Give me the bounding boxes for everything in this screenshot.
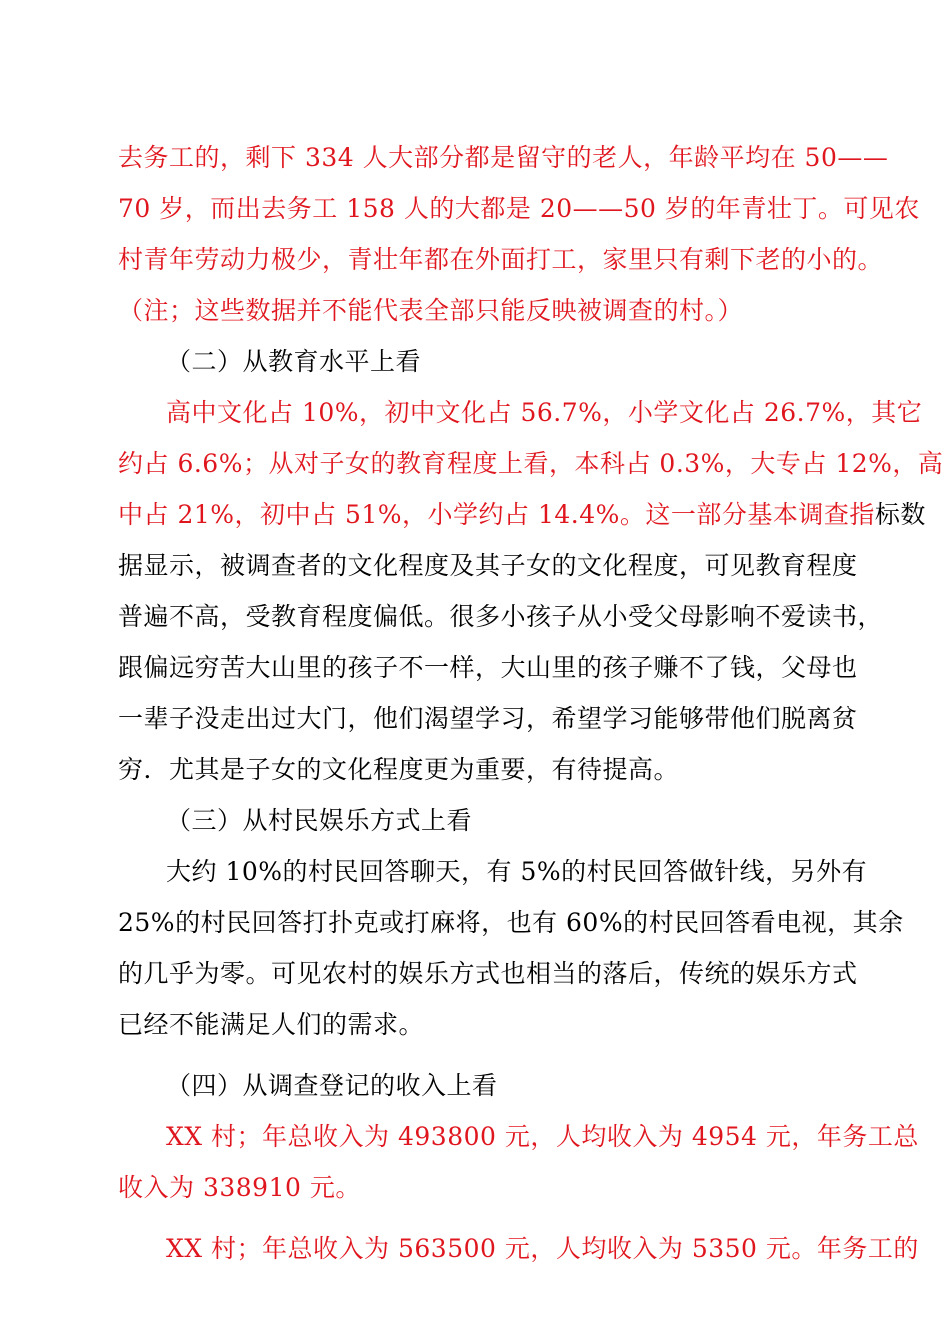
text-segment-red: 中占 21%，初中占 51%，小学约占 14.4%。这一部分基本调查指 xyxy=(118,500,875,529)
section-heading-income: （四）从调查登记的收入上看 xyxy=(166,1071,498,1100)
section-heading-entertainment: （三）从村民娱乐方式上看 xyxy=(166,806,473,835)
text-line: 村青年劳动力极少，青壮年都在外面打工，家里只有剩下老的小的。 xyxy=(118,245,884,274)
text-line: 穷．尤其是子女的文化程度更为重要，有待提高。 xyxy=(118,755,680,784)
paragraph-income-2 xyxy=(118,1223,919,1274)
text-line: XX 村；年总收入为 493800 元，人均收入为 4954 元，年务工总 xyxy=(166,1122,919,1151)
text-segment-black: 标数 xyxy=(874,500,926,529)
text-line: 70 岁，而出去务工 158 人的大都是 20——50 岁的年青壮丁。可见农 xyxy=(118,194,920,223)
text-line: 的几乎为零。可见农村的娱乐方式也相当的落后，传统的娱乐方式 xyxy=(118,959,858,988)
paragraph-education xyxy=(118,387,944,795)
text-line: 已经不能满足人们的需求。 xyxy=(118,1010,425,1039)
text-line: 25%的村民回答打扑克或打麻将，也有 60%的村民回答看电视，其余 xyxy=(118,908,904,937)
document-page xyxy=(118,132,944,1274)
text-line: XX 村；年总收入为 563500 元，人均收入为 5350 元。年务工的 xyxy=(166,1234,919,1263)
text-line-mixed xyxy=(118,489,926,540)
text-line: 约占 6.6%；从对子女的教育程度上看，本科占 0.3%，大专占 12%，高 xyxy=(118,449,944,478)
text-line: 普遍不高，受教育程度偏低。很多小孩子从小受父母影响不爱读书， xyxy=(118,602,884,631)
text-line: 大约 10%的村民回答聊天，有 5%的村民回答做针线，另外有 xyxy=(166,857,868,886)
text-line: 高中文化占 10%，初中文化占 56.7%，小学文化占 26.7%，其它 xyxy=(166,398,923,427)
paragraph-entertainment xyxy=(118,846,904,1050)
text-line: 去务工的，剩下 334 人大部分都是留守的老人，年龄平均在 50—— xyxy=(118,143,889,172)
section-heading-education: （二）从教育水平上看 xyxy=(166,347,422,376)
note-line: （注；这些数据并不能代表全部只能反映被调查的村。） xyxy=(118,296,744,325)
text-line: 据显示，被调查者的文化程度及其子女的文化程度，可见教育程度 xyxy=(118,551,858,580)
paragraph-migration xyxy=(118,132,920,336)
text-line: 收入为 338910 元。 xyxy=(118,1173,361,1202)
text-line: 一辈子没走出过大门，他们渴望学习，希望学习能够带他们脱离贫 xyxy=(118,704,858,733)
text-line: 跟偏远穷苦大山里的孩子不一样，大山里的孩子赚不了钱，父母也 xyxy=(118,653,858,682)
paragraph-income-1 xyxy=(118,1111,919,1213)
